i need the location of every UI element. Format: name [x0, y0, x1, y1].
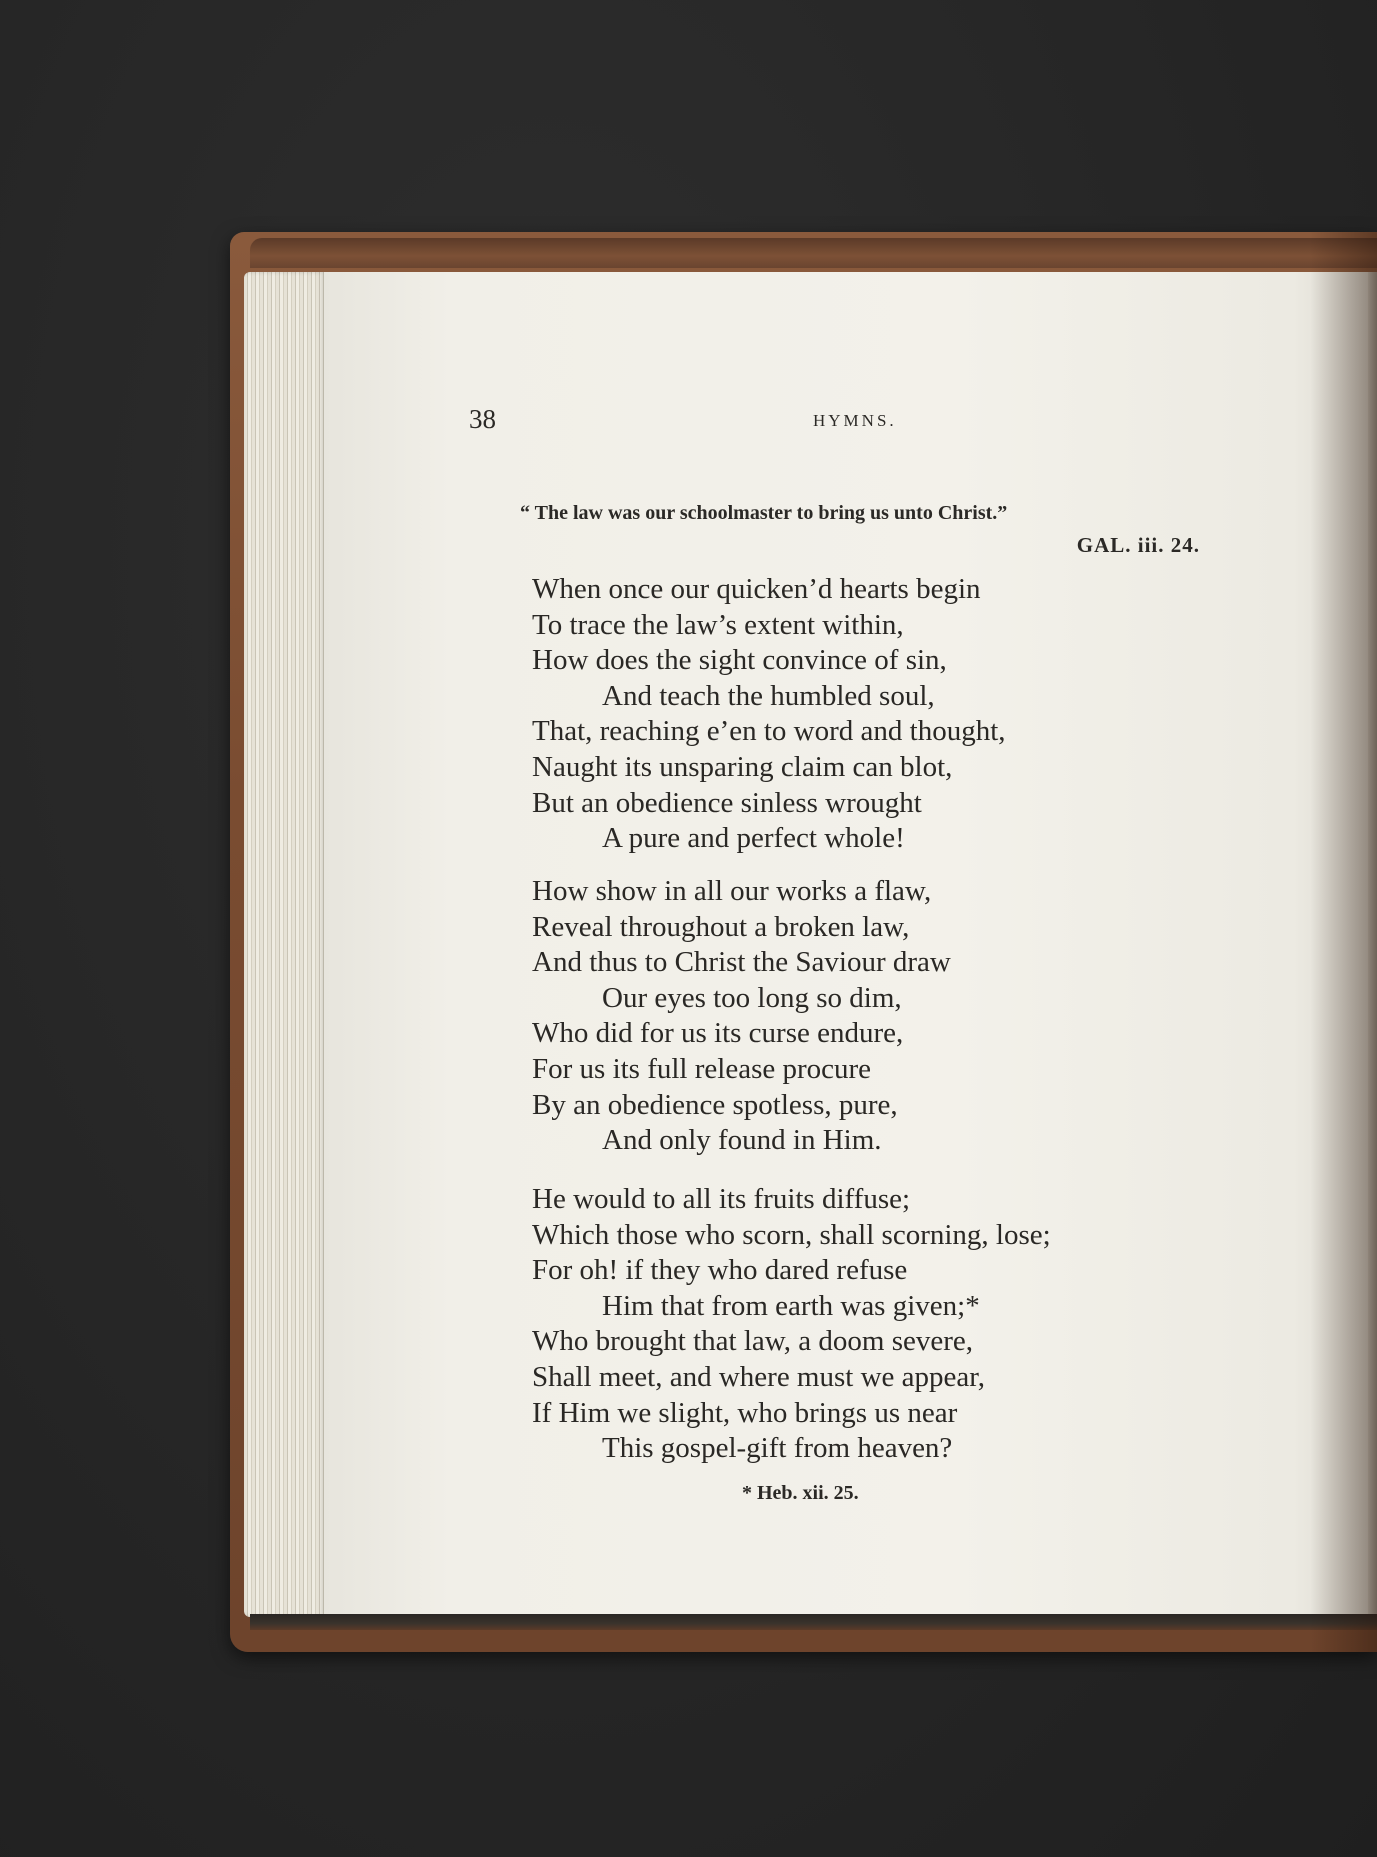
verse-line: To trace the law’s extent within,	[532, 608, 904, 641]
stanza-1	[532, 572, 1212, 857]
verse-line: He would to all its fruits diffuse;	[532, 1183, 911, 1215]
footnote: * Heb. xii. 25.	[742, 1482, 859, 1504]
verse-line: Him that from earth was given;*	[602, 1289, 980, 1322]
verse-line: Who brought that law, a doom severe,	[532, 1325, 974, 1358]
epigraph: “ The law was our schoolmaster to bring us unto Christ.”	[520, 502, 1008, 524]
verse-line: But an obedience sinless wrought	[532, 786, 922, 819]
verse-line: How show in all our works a flaw,	[532, 875, 932, 907]
verse-line: Shall meet, and where must we appear,	[532, 1360, 986, 1393]
epigraph-reference: GAL. iii. 24.	[1076, 533, 1200, 557]
verse-line: And thus to Christ the Saviour draw	[532, 946, 951, 979]
verse-line: A pure and perfect whole!	[602, 822, 905, 855]
verse-line: That, reaching e’en to word and thought,	[532, 715, 1006, 748]
verse-line: Our eyes too long so dim,	[602, 981, 902, 1014]
verse-line: Who did for us its curse endure,	[532, 1017, 904, 1050]
verse-line: Naught its unsparing claim can blot,	[532, 750, 953, 783]
verse-line: For oh! if they who dared refuse	[532, 1254, 908, 1287]
verse-line: By an obedience spotless, pure,	[532, 1088, 898, 1121]
stanza-2	[532, 874, 1212, 1159]
verse-line: And teach the humbled soul,	[602, 679, 935, 712]
verse-line: Which those who scorn, shall scorning, lose;	[532, 1218, 1051, 1251]
verse-line: Reveal throughout a broken law,	[532, 910, 910, 943]
verse-line: This gospel-gift from heaven?	[602, 1432, 953, 1465]
verse-line: If Him we slight, who brings us near	[532, 1396, 958, 1429]
cover-top-edge	[250, 238, 1377, 268]
page-edges	[244, 272, 324, 1617]
page-bottom-edge	[250, 1614, 1377, 1630]
running-head: HYMNS.	[813, 411, 897, 430]
verse-line: How does the sight convince of sin,	[532, 644, 947, 677]
spine-shadow	[1310, 232, 1377, 1652]
verse-line: When once our quicken’d hearts begin	[532, 573, 981, 605]
page-number: 38	[469, 404, 496, 434]
verse-line: For us its full release procure	[532, 1052, 872, 1085]
verse-line: And only found in Him.	[602, 1124, 882, 1157]
stanza-3	[532, 1182, 1212, 1467]
